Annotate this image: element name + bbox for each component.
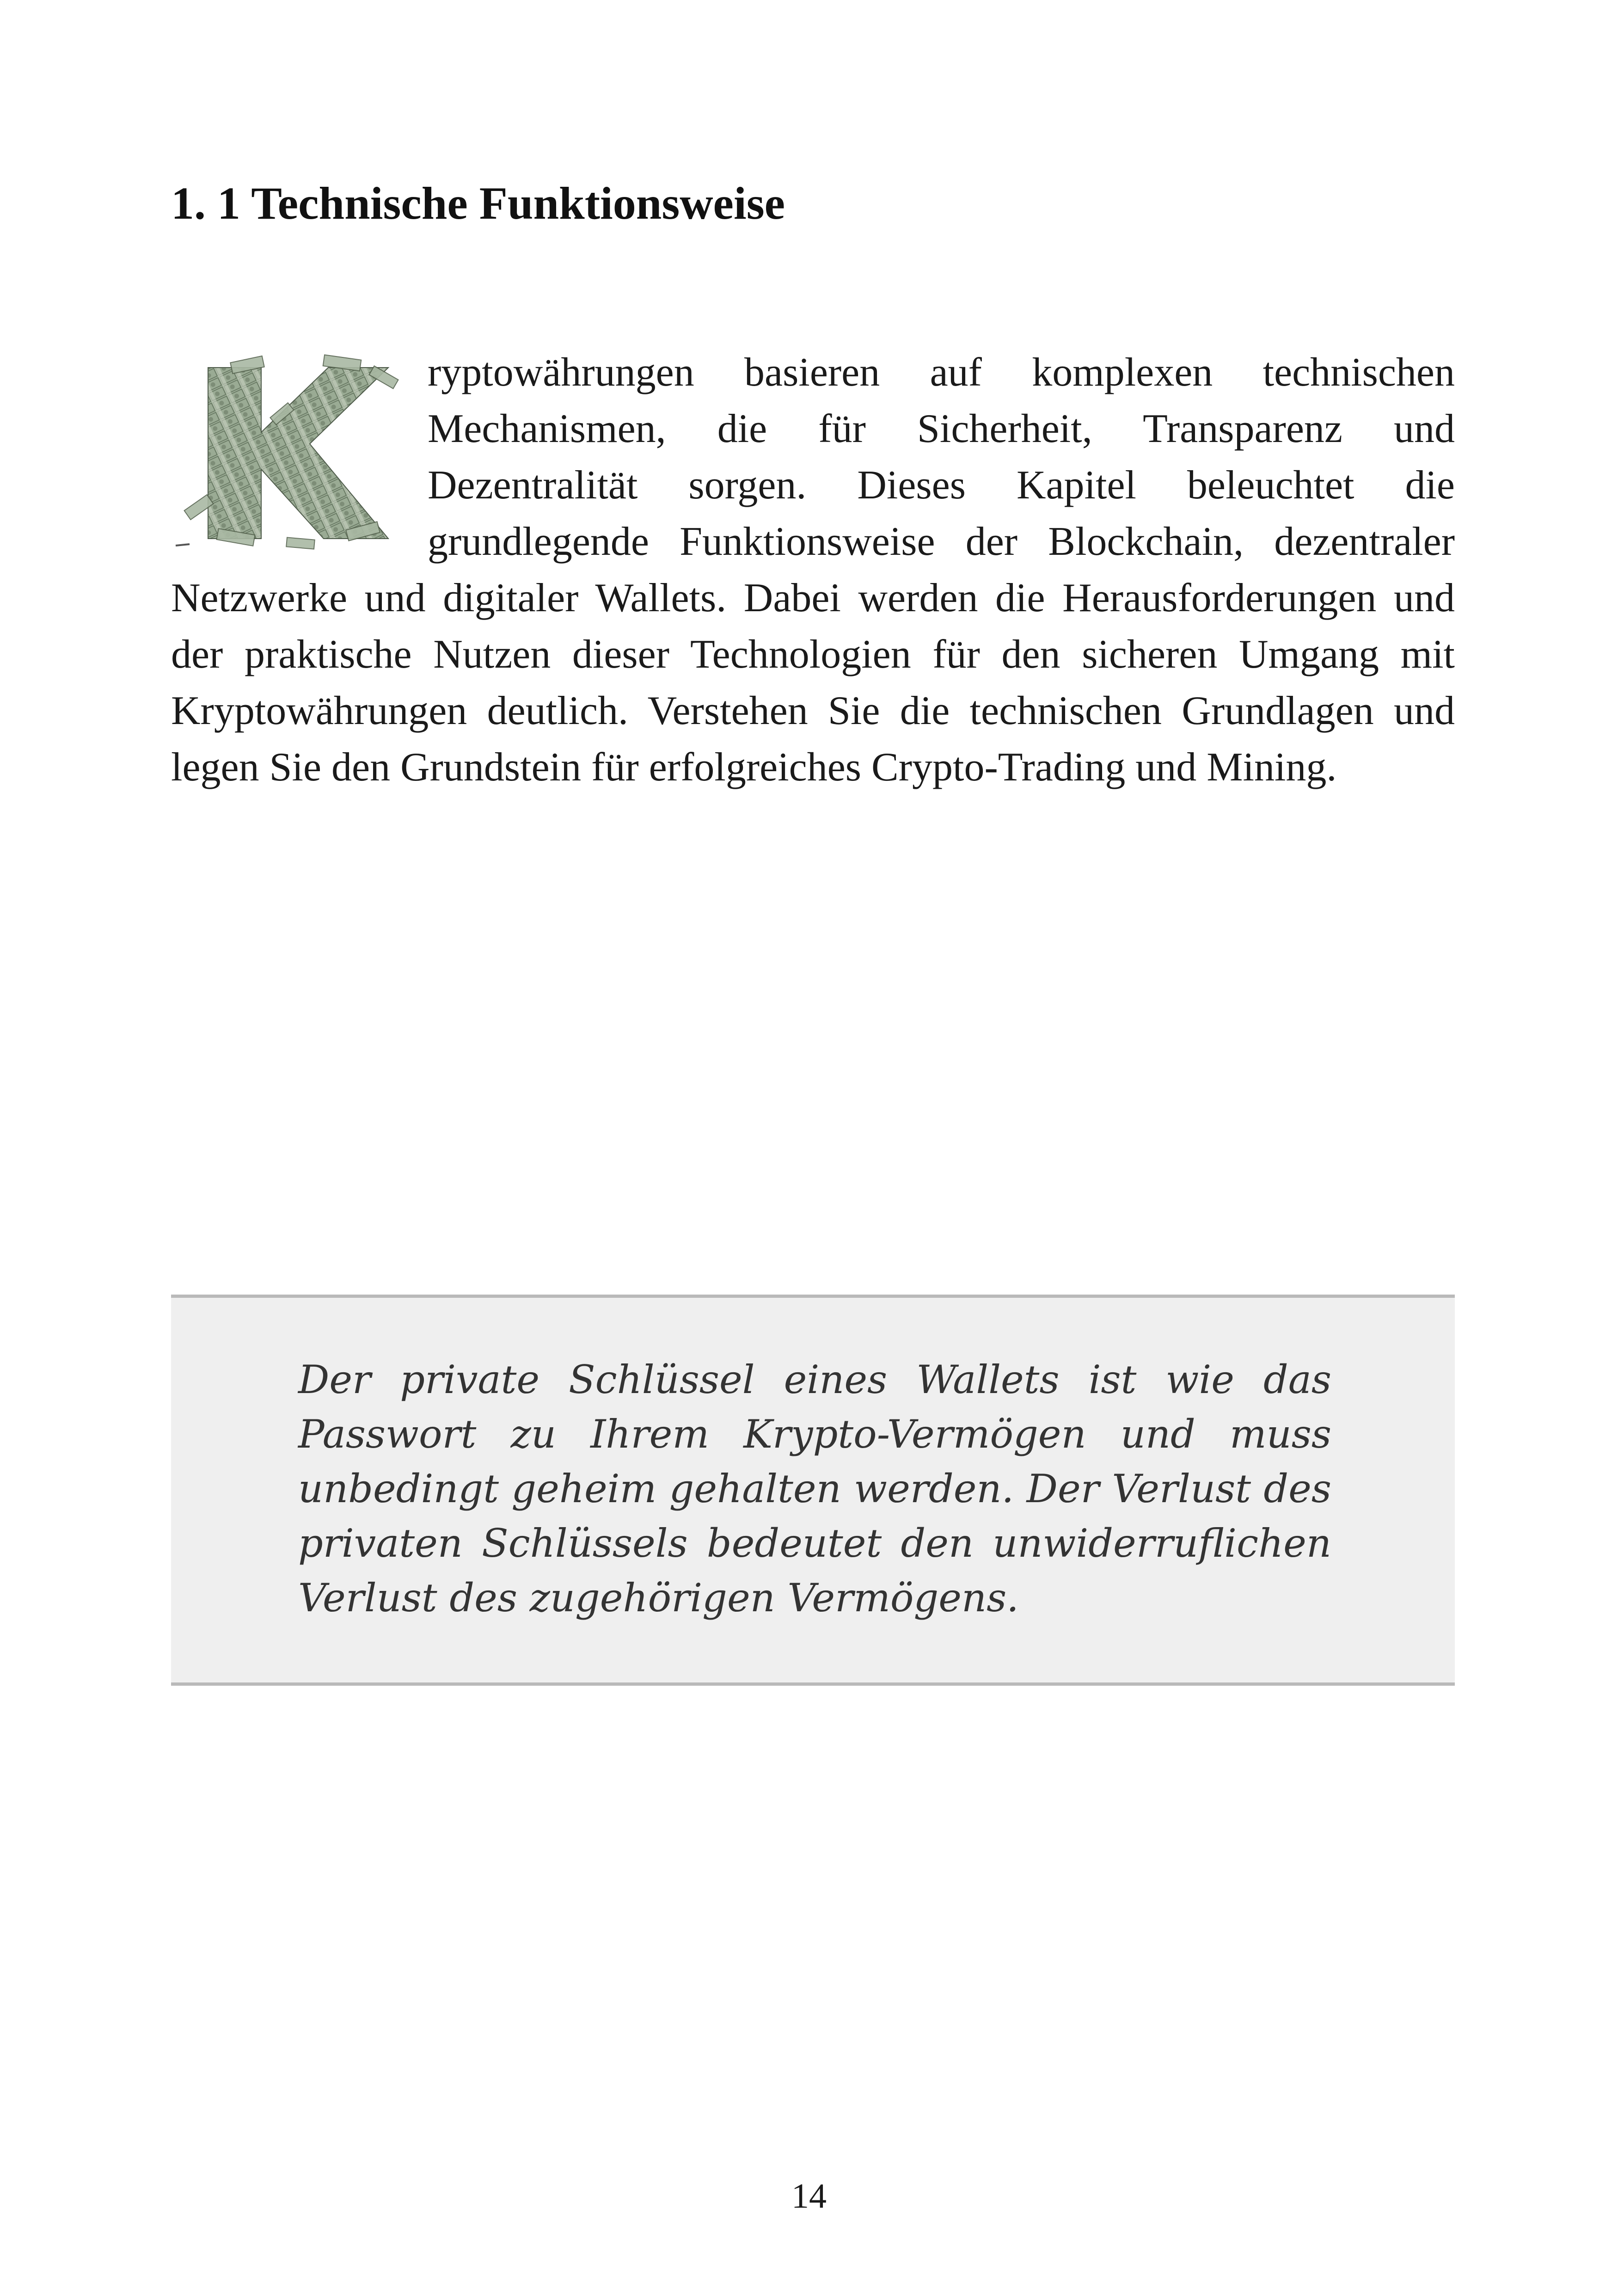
callout-box xyxy=(171,1295,1455,1686)
dropcap xyxy=(171,344,404,562)
money-bills-letter-k-icon xyxy=(171,354,402,557)
intro-paragraph xyxy=(171,344,1455,796)
page-number: 14 xyxy=(791,2177,827,2216)
callout-text: Der private Schlüssel eines Wallets ist wie das Passwort zu Ihrem Krypto-Vermögen und muss unbedingt geheim gehalten werden. Der Verlust des privaten Schlüssels bedeutet den unwiderruflichen Verlust des zugehörigen Vermögens. xyxy=(298,1357,1331,1621)
section-heading: 1. 1 Technische Funktionsweise xyxy=(171,178,785,229)
intro-text: ryptowährungen basieren auf komplexen technischen Mechanismen, die für Sicherheit, Transparenz und Dezentralität sorgen. Dieses Kapitel beleuchtet die grundlegende Funktionsweise der Blockchain, dezentraler Netzwerke und digitaler Wallets. Dabei werden die Herausforderungen und der praktische Nutzen dieser Technologien für den sicheren Umgang mit Kryptowährungen deutlich. Verstehen Sie die technischen Grundlagen und legen Sie den Grundstein für erfolgreiches Crypto-Trading und Mining. xyxy=(171,350,1455,790)
